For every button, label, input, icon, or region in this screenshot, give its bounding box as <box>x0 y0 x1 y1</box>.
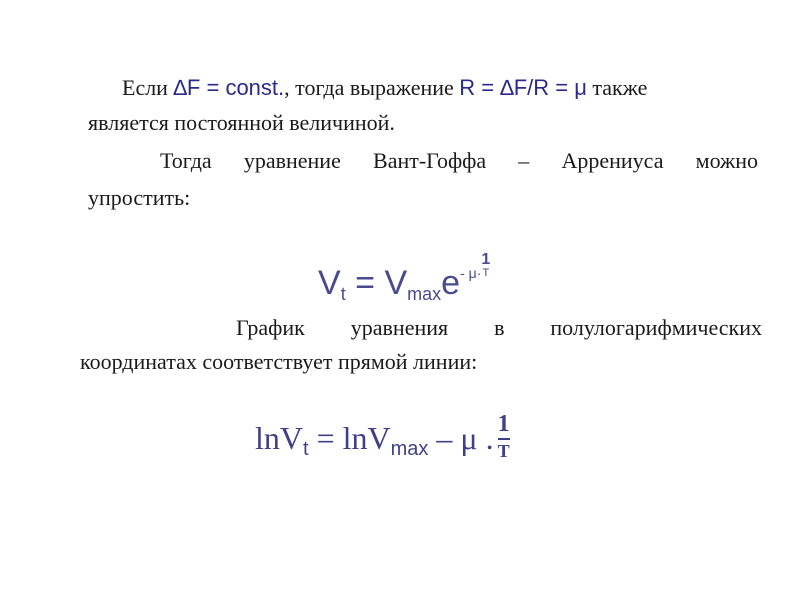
formula2-max-sub: max <box>390 438 429 460</box>
formula1-base: e <box>441 264 461 302</box>
formula2-minus: – μ . <box>428 420 494 456</box>
formula1-eq: = V <box>345 264 408 302</box>
formula2-lhs: lnV <box>255 420 303 456</box>
paragraph2-line1: Тогда уравнение Вант-Гоффа – Аррениуса можно <box>160 148 758 173</box>
formula1-max-sub: max <box>407 284 442 304</box>
expression-r-mu: R = ∆F/R = μ <box>459 75 587 100</box>
formula1-frac-num: 1 <box>481 251 491 268</box>
formula1-frac-den: T <box>482 267 490 279</box>
formula1-exponent: - μ· <box>460 265 482 281</box>
formula2-frac-num: 1 <box>497 411 510 437</box>
text-prefix: Если <box>122 75 174 100</box>
paragraph3-line1: График уравнения в полулогарифмических <box>236 315 762 340</box>
formula-semilog-linear <box>255 412 510 461</box>
formula2-fraction-bar <box>498 438 510 440</box>
formula-vant-hoff-simplified <box>318 252 490 305</box>
formula2-lhs-sub: t <box>303 438 309 460</box>
formula1-lhs: V <box>318 264 341 302</box>
formula2-eq: = lnV <box>308 420 391 456</box>
paragraph1-line2: является постоянной величиной. <box>88 110 395 135</box>
formula1-lhs-sub: t <box>340 284 346 304</box>
text-suffix: также <box>586 75 648 100</box>
formula2-fraction <box>498 412 510 460</box>
expression-delta-f-const: ∆F = const. <box>173 75 285 100</box>
formula2-frac-den: T <box>497 441 510 461</box>
paragraph2-line2: упростить: <box>88 185 191 210</box>
formula1-fraction <box>481 252 490 279</box>
paragraph1-line1 <box>122 77 647 99</box>
text-middle: , тогда выражение <box>284 75 460 100</box>
paragraph3-line2: координатах соответствует прямой линии: <box>80 349 478 374</box>
